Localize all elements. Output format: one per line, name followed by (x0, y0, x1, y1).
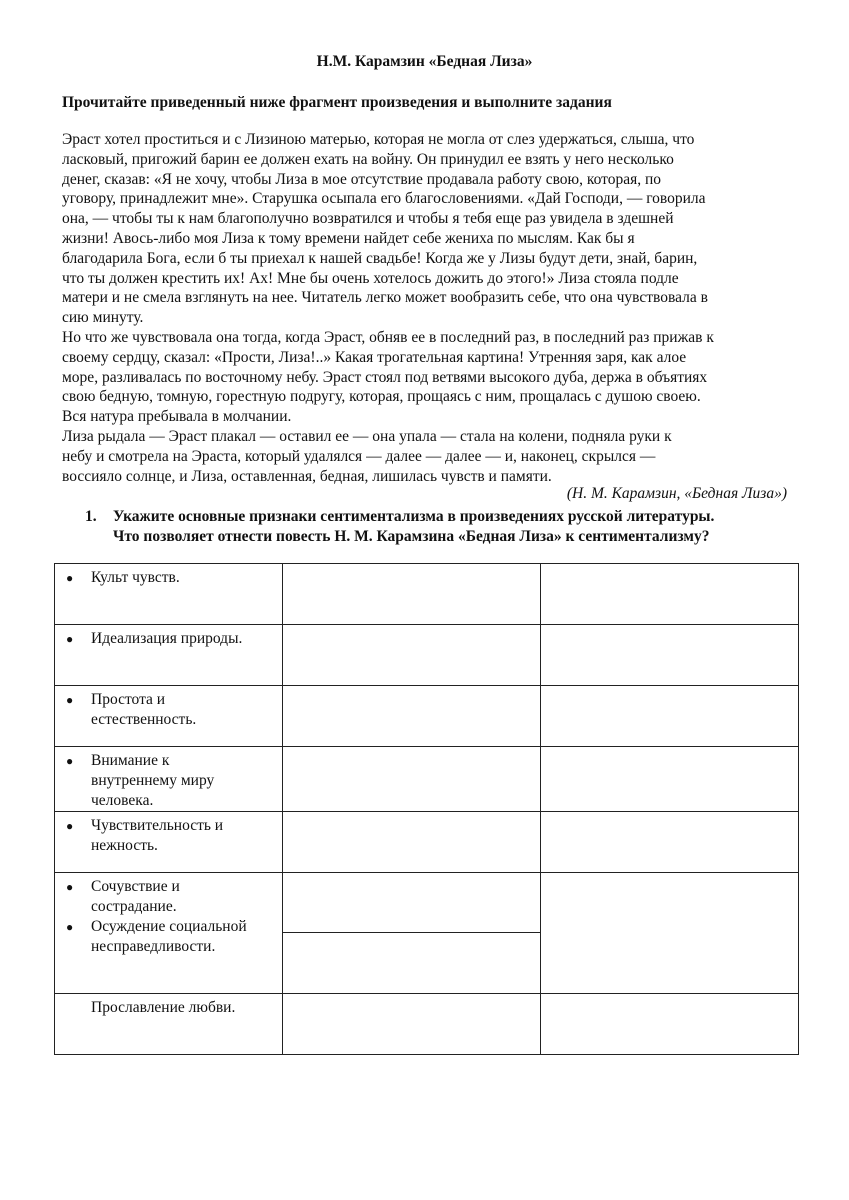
table-row (55, 747, 799, 812)
passage-line: денег, сказав: «Я не хочу, чтобы Лиза в мое отсутствие продавала работу свою, которая, по (62, 170, 662, 188)
feature-text: естественность. (91, 711, 197, 728)
answer-cell[interactable] (283, 994, 541, 1055)
passage-line: матери и не смела взглянуть на нее. Читатель легко может вообразить себе, что она чувствовала в (62, 289, 708, 307)
feature-cell (55, 564, 283, 625)
question-text-line: Укажите основные признаки сентиментализма в произведениях русской литературы. (113, 508, 715, 525)
question-text-line: Что позволяет отнести повесть Н. М. Карамзина «Бедная Лиза» к сентиментализму? (113, 528, 710, 545)
feature-text: сострадание. (91, 898, 177, 915)
passage-line: Вся натура пребывала в молчании. (62, 408, 292, 426)
feature-text: Сочувствие и (91, 878, 180, 895)
feature-text: Чувствительность и (91, 817, 224, 834)
passage-line: Лиза рыдала — Эраст плакал — оставил ее — она упала — стала на колени, подняла руки к (62, 427, 672, 445)
feature-text: Идеализация природы. (91, 630, 243, 647)
table-row (55, 873, 799, 933)
passage-line: сию минуту. (62, 309, 144, 327)
answer-cell[interactable] (541, 994, 799, 1055)
answer-cell[interactable] (283, 873, 541, 933)
bullet-icon: ● (66, 819, 74, 833)
passage-line: она, — чтобы ты к нам благополучно возвратился и чтобы я тебя еще раз увидела в здешней (62, 210, 674, 228)
question-1 (85, 507, 714, 547)
feature-cell (55, 873, 283, 994)
feature-cell (55, 625, 283, 686)
bullet-icon: ● (66, 880, 74, 894)
passage-line: своему сердцу, сказал: «Прости, Лиза!..» Какая трогательная картина! Утренняя заря, как алое (62, 348, 687, 366)
answer-cell[interactable] (541, 564, 799, 625)
bullet-icon: ● (66, 571, 74, 585)
feature-text: Внимание к (91, 752, 170, 769)
passage-line: воссияло солнце, и Лиза, оставленная, бедная, лишилась чувств и памяти. (62, 467, 552, 485)
question-number: 1. (85, 508, 97, 525)
answer-cell[interactable] (283, 747, 541, 812)
passage-line: жизни! Авось-либо моя Лиза к тому времени найдет себе жениха по мыслям. Как бы я (62, 229, 635, 247)
passage-line: Но что же чувствовала она тогда, когда Эраст, обняв ее в последний раз, в последний раз прижав к (62, 328, 714, 346)
answer-cell[interactable] (541, 812, 799, 873)
table-row (55, 564, 799, 625)
feature-cell (55, 686, 283, 747)
feature-text: Простота и (91, 691, 166, 708)
table-row (55, 994, 799, 1055)
answer-cell[interactable] (541, 686, 799, 747)
feature-text: Культ чувств. (91, 569, 180, 586)
passage-line: море, разливалась по восточному небу. Эраст стоял под ветвями высокого дуба, держа в объятиях (62, 368, 708, 386)
table-row (55, 686, 799, 747)
passage-line: уговору, принадлежит мне». Старушка осыпала его благословениями. «Дай Господи, — говорила (62, 190, 706, 208)
table-row (55, 812, 799, 873)
passage-line: свою бедную, томную, горестную подругу, которая, прощаясь с ним, прощалась с душою своею. (62, 388, 701, 406)
passage-line: ласковый, пригожий барин ее должен ехать на войну. Он принудил ее взять у него несколько (62, 150, 674, 168)
answer-cell[interactable] (283, 812, 541, 873)
bullet-icon: ● (66, 693, 74, 707)
feature-text: Прославление любви. (91, 999, 236, 1016)
answer-cell[interactable] (283, 564, 541, 625)
passage-line: благодарила Бога, если б ты приехал к нашей свадьбе! Когда же у Лизы будут дети, знай, барин, (62, 249, 698, 267)
feature-cell (55, 812, 283, 873)
bullet-icon: ● (66, 754, 74, 768)
passage-line: Эраст хотел проститься и с Лизиною матерью, которая не могла от слез удержаться, слыша, что (62, 131, 695, 148)
answer-table (54, 563, 799, 1055)
answer-cell[interactable] (541, 873, 799, 994)
task-instruction: Прочитайте приведенный ниже фрагмент произведения и выполните задания (62, 94, 612, 111)
feature-cell (55, 994, 283, 1055)
page-title: Н.М. Карамзин «Бедная Лиза» (316, 53, 533, 70)
answer-cell[interactable] (283, 933, 541, 994)
passage-line: что ты должен крестить их! Ах! Мне бы очень хотелось дожить до этого!» Лиза стояла подле (62, 269, 679, 287)
answer-cell[interactable] (283, 686, 541, 747)
feature-text: несправедливости. (91, 938, 216, 955)
table-row (55, 625, 799, 686)
feature-text: нежность. (91, 837, 158, 854)
bullet-icon: ● (66, 920, 74, 934)
answer-cell[interactable] (541, 747, 799, 812)
answer-cell[interactable] (283, 625, 541, 686)
source-citation: (Н. М. Карамзин, «Бедная Лиза») (566, 485, 787, 502)
text-excerpt (62, 130, 792, 486)
feature-text: человека. (91, 792, 154, 809)
feature-cell (55, 747, 283, 812)
passage-line: небу и смотрела на Эраста, который удалялся — далее — далее — и, наконец, скрылся — (62, 447, 656, 465)
feature-text: Осуждение социальной (91, 918, 247, 935)
answer-cell[interactable] (541, 625, 799, 686)
feature-text: внутреннему миру (91, 772, 215, 789)
bullet-icon: ● (66, 632, 74, 646)
